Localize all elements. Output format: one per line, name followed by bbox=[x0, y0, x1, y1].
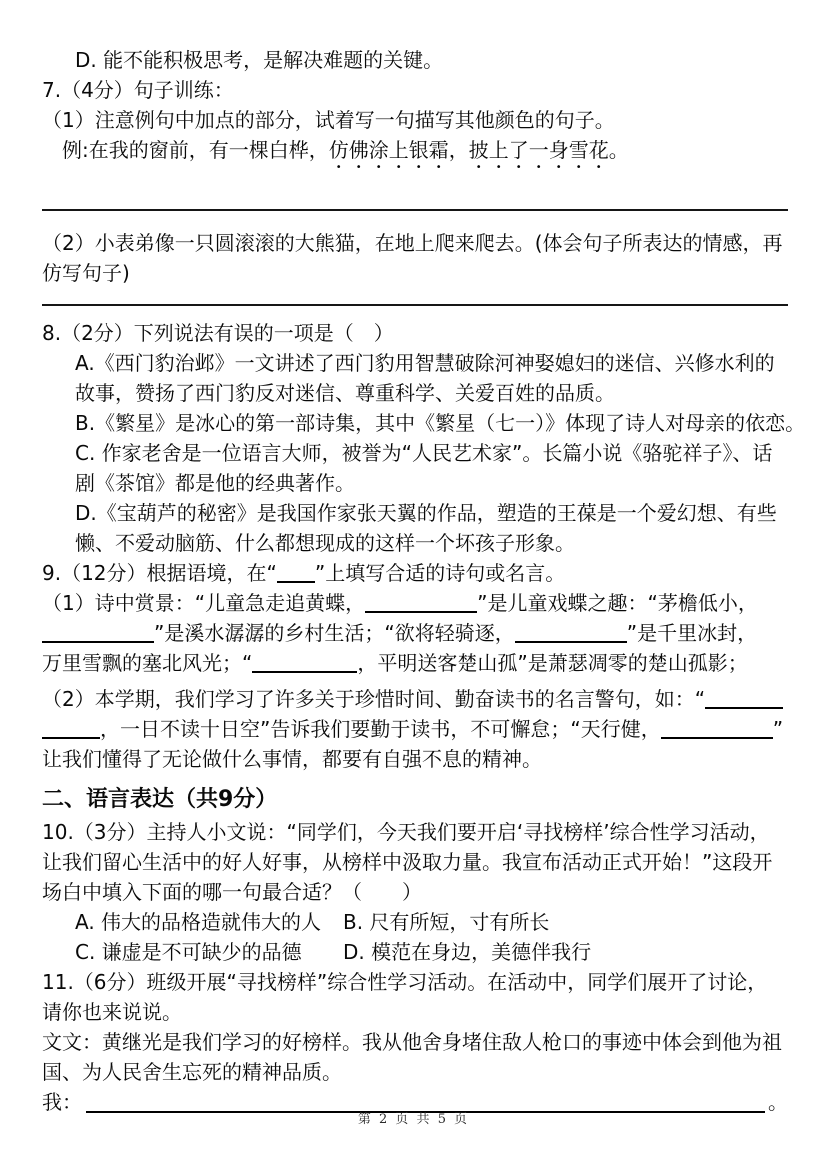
q7-title: 7.（4分）句子训练： bbox=[42, 78, 234, 102]
q10-line3: 场白中填入下面的哪一句最合适？（ ） bbox=[42, 880, 422, 904]
q8-option-d-line2: 懒、不爱动脑筋、什么都想现成的这样一个坏孩子形象。 bbox=[75, 531, 575, 555]
section2-header: 二、语言表达（共9分） bbox=[42, 787, 278, 812]
q9-part2-line3: 让我们懂得了无论做什么事情，都要有自强不息的精神。 bbox=[42, 747, 542, 771]
q9-title-post: ”上填写合适的诗句或名言。 bbox=[314, 561, 566, 585]
fill-blank bbox=[365, 595, 477, 613]
fill-blank bbox=[42, 721, 100, 739]
text-segment: ”是千里冰封， bbox=[626, 621, 758, 645]
page-number-indicator: 第 2 页 共 5 页 bbox=[357, 1112, 470, 1127]
q8-title: 8.（2分）下列说法有误的一项是（ ） bbox=[42, 321, 394, 345]
q9-title-pre: 9.（12分）根据语境，在“ bbox=[42, 561, 277, 585]
q6-option-d: D. 能不能积极思考，是解决难题的关键。 bbox=[75, 48, 444, 72]
q7-example-sentence bbox=[42, 135, 788, 173]
q7-part2-line2: 仿写句子) bbox=[42, 261, 130, 285]
q11-answer-label: 我： bbox=[42, 1090, 82, 1114]
q8-option-d-line1: D.《宝葫芦的秘密》是我国作家张天翼的作品，塑造的王葆是一个爱幻想、有些 bbox=[75, 501, 777, 525]
q10-line1: 10.（3分）主持人小文说：“同学们，今天我们要开启‘寻找榜样’综合性学习活动， bbox=[42, 820, 770, 844]
q11-line4: 国、为人民舍生忘死的精神品质。 bbox=[42, 1060, 342, 1084]
text-segment: ，平明送客楚山孤”是萧瑟凋零的楚山孤影； bbox=[357, 651, 748, 675]
q10-line2: 让我们留心生活中的好人好事，从榜样中汲取力量。我宣布活动正式开始！”这段开 bbox=[42, 850, 773, 874]
example-suffix: 。 bbox=[608, 138, 629, 162]
q10-options-row2 bbox=[42, 937, 788, 967]
q9-part2-line1 bbox=[42, 684, 788, 714]
q9-part2-line2 bbox=[42, 714, 788, 744]
example-prefix: 例:在我的窗前，有一棵白桦， bbox=[62, 138, 329, 162]
text-segment: ”是溪水潺潺的乡村生活；“欲将轻骑逐， bbox=[154, 621, 515, 645]
q10-options-row1 bbox=[42, 907, 788, 937]
fill-blank bbox=[661, 721, 773, 739]
q10-option-a: A. 伟大的品格造就伟大的人 bbox=[75, 910, 322, 934]
q8-option-c-line2: 剧《茶馆》都是他的经典著作。 bbox=[75, 471, 355, 495]
q11-line3: 文文：黄继光是我们学习的好榜样。我从他舍身堵住敌人枪口的事迹中体会到他为祖 bbox=[42, 1030, 782, 1054]
answer-rule-line bbox=[42, 209, 788, 211]
q7-part1: （1）注意例句中加点的部分，试着写一句描写其他颜色的句子。 bbox=[42, 108, 615, 132]
text-segment: ” bbox=[772, 717, 784, 741]
q11-line1: 11.（6分）班级开展“寻找榜样”综合性学习活动。在活动中，同学们展开了讨论， bbox=[42, 970, 768, 994]
q10-option-c: C. 谦虚是不可缺少的品德 bbox=[75, 940, 302, 964]
text-segment: （1）诗中赏景：“儿童急走追黄蝶， bbox=[42, 591, 366, 615]
q11-line2: 请你也来说说。 bbox=[42, 1000, 182, 1024]
q8-option-a-line1: A.《西门豹治邺》一文讲述了西门豹用智慧破除河神娶媳妇的迷信、兴修水利的 bbox=[75, 351, 775, 375]
q9-title bbox=[42, 558, 788, 588]
q9-part1-line3 bbox=[42, 648, 788, 678]
q10-option-b: B. 尺有所短，寸有所长 bbox=[343, 910, 550, 934]
fill-blank bbox=[252, 655, 357, 673]
q10-option-d: D. 模范在身边，美德伴我行 bbox=[343, 940, 592, 964]
text-segment: ”是儿童戏蝶之趣：“茅檐低小， bbox=[477, 591, 758, 615]
text-segment: 万里雪飘的塞北风光；“ bbox=[42, 651, 253, 675]
q9-part1-line1 bbox=[42, 588, 788, 618]
answer-rule-line bbox=[42, 304, 788, 306]
q8-option-a-line2: 故事，赞扬了西门豹反对迷信、尊重科学、关爱百姓的品质。 bbox=[75, 381, 615, 405]
fill-blank bbox=[277, 565, 315, 583]
text-segment: （2）本学期，我们学习了许多关于珍惜时间、勤奋读书的名言警句，如：“ bbox=[42, 687, 706, 711]
q11-answer-period: 。 bbox=[768, 1090, 788, 1114]
q8-option-c-line1: C. 作家老舍是一位语言大师，被誉为“人民艺术家”。长篇小说《骆驼祥子》、话 bbox=[75, 441, 773, 465]
text-segment: ，一日不读十日空”告诉我们要勤于读书，不可懈怠；“天行健， bbox=[100, 717, 661, 741]
example-emphasized-text: 仿佛涂上银霜，披上了一身雪花 bbox=[328, 138, 609, 162]
q8-option-b: B.《繁星》是冰心的第一部诗集，其中《繁星（七一）》体现了诗人对母亲的依恋。 bbox=[75, 411, 806, 435]
fill-blank bbox=[42, 625, 154, 643]
fill-blank bbox=[705, 691, 783, 709]
q9-part1-line2 bbox=[42, 618, 788, 648]
fill-blank bbox=[515, 625, 627, 643]
q7-part2-line1: （2）小表弟像一只圆滚滚的大熊猫，在地上爬来爬去。(体会句子所表达的情感，再 bbox=[42, 231, 783, 255]
